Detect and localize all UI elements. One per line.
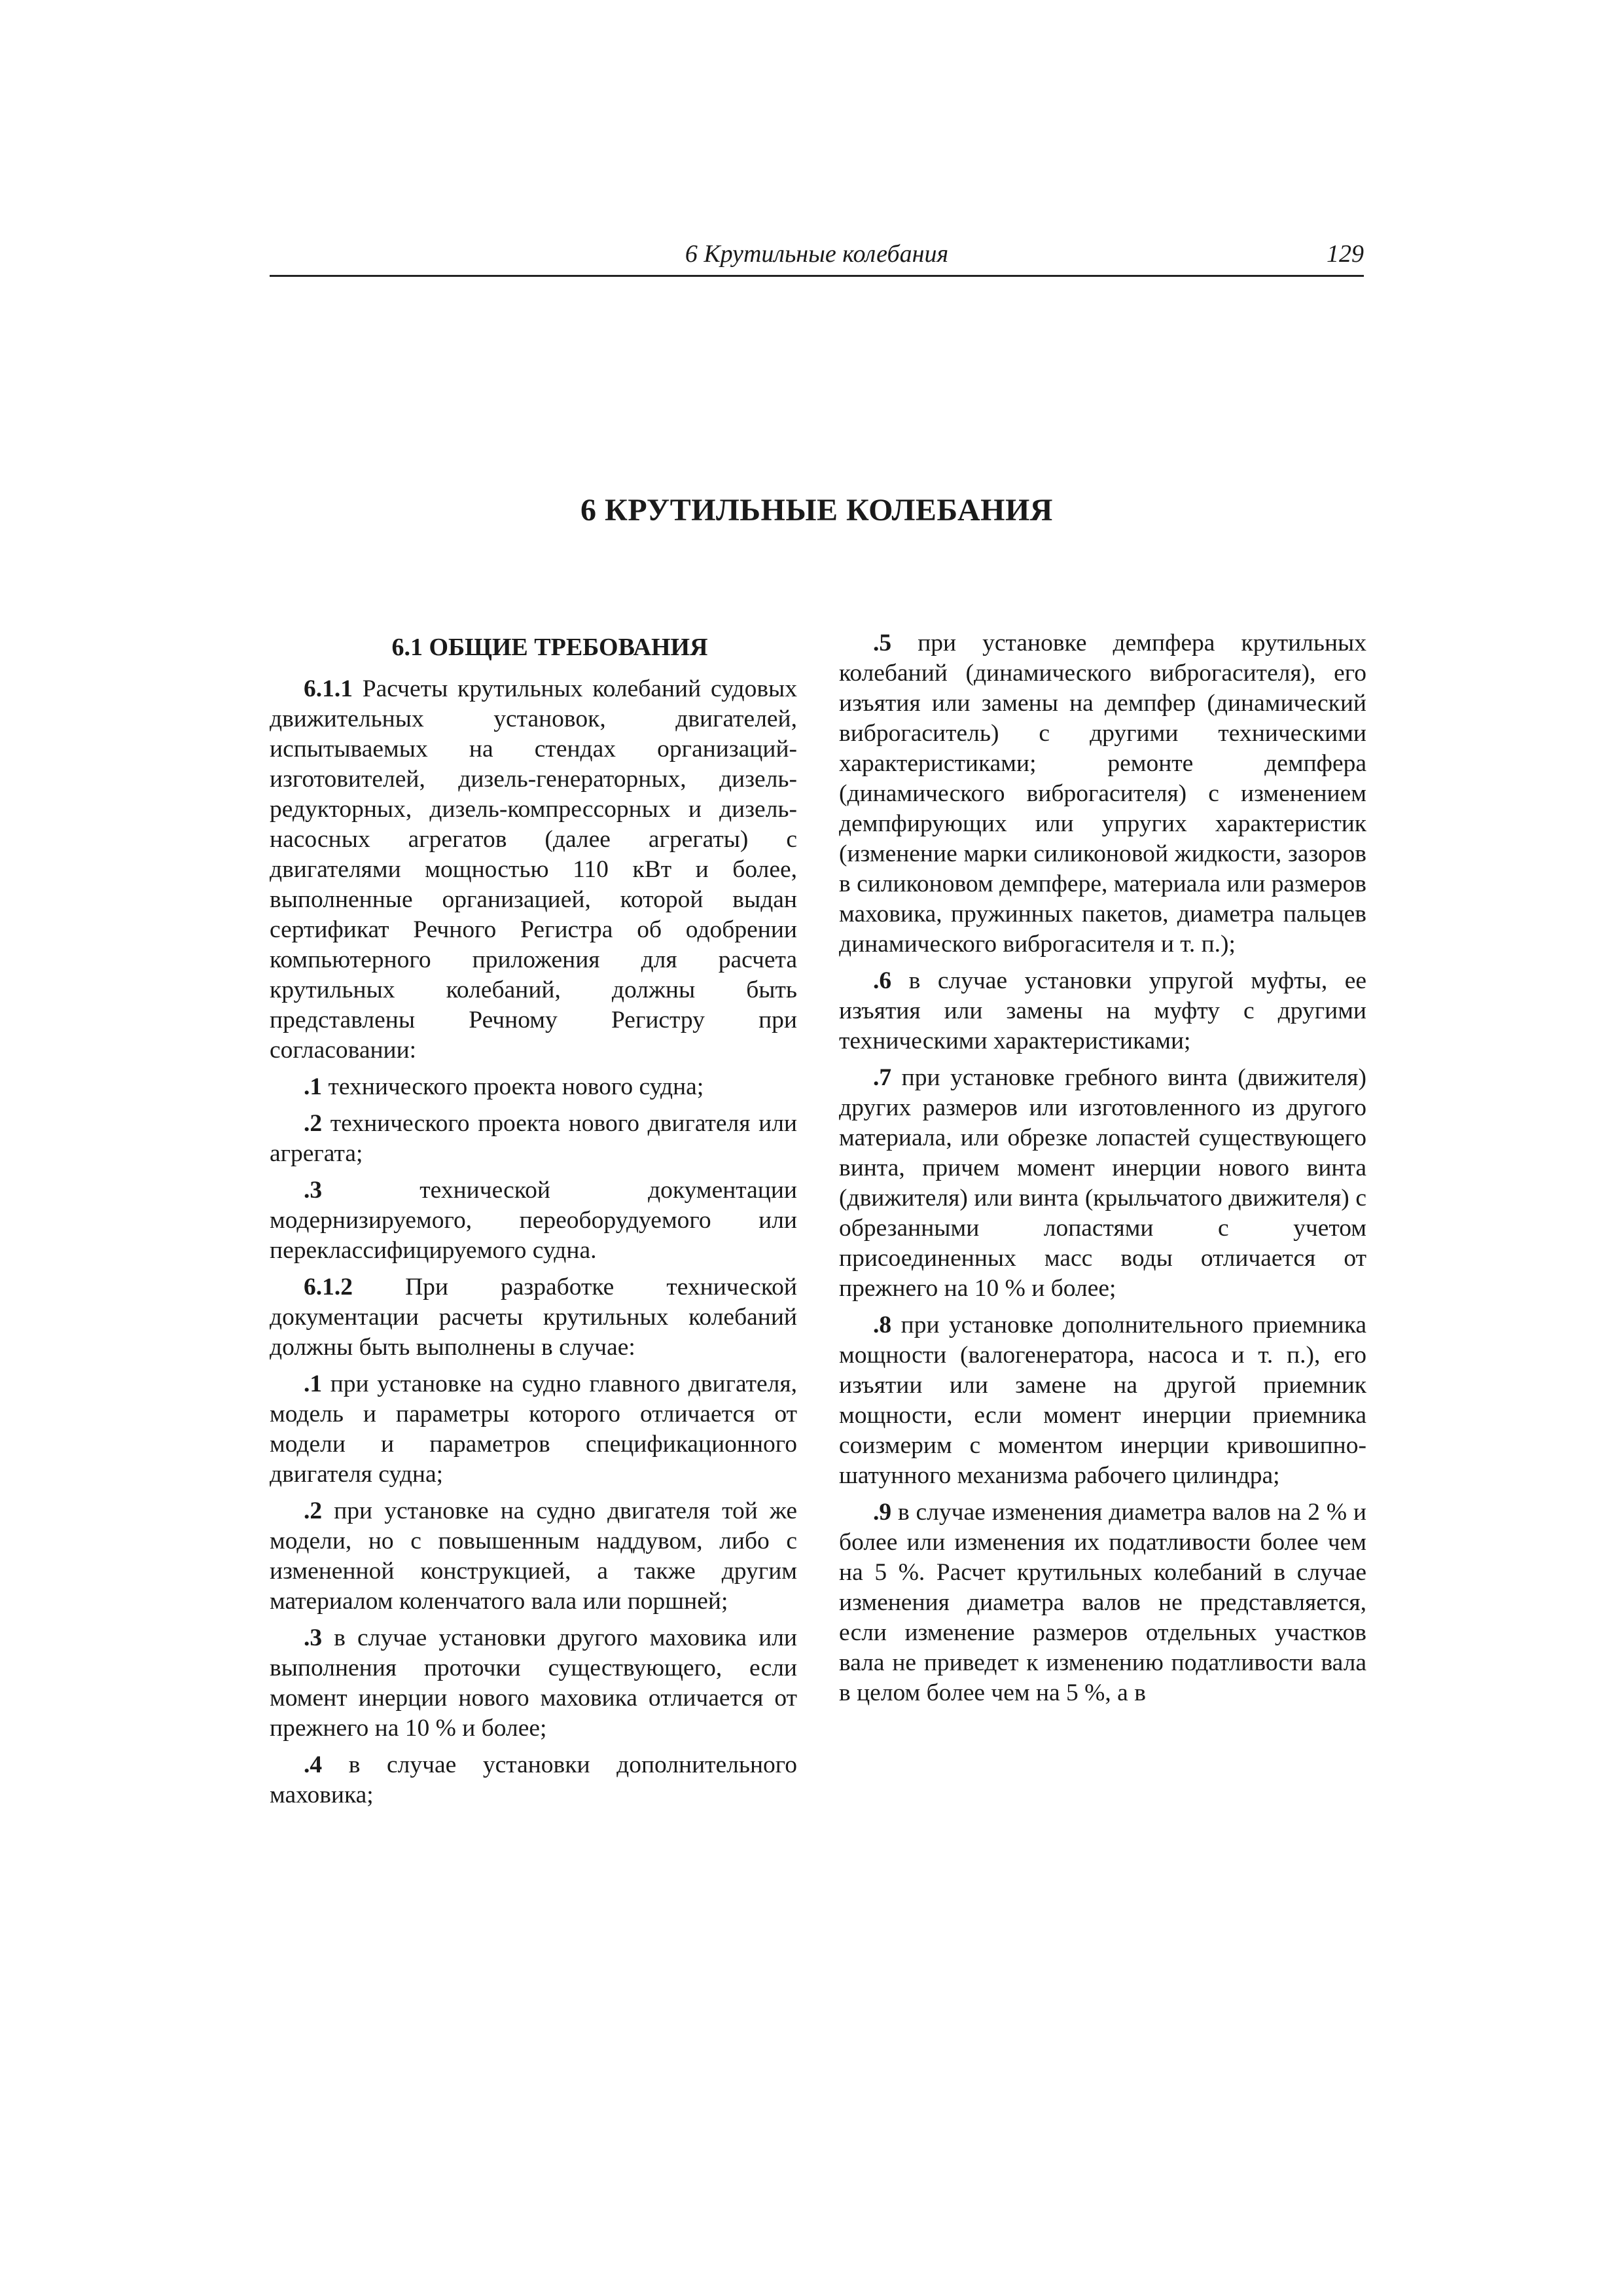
paragraph-text: при установке дополнительного приемника мощности (валогенератора, насоса и т. п.), его изъятии или замене на другой приемник мощности, если момент инерции приемника соизмерим с моментом инерции кривошипно-шатунного механизма рабочего цилиндра; [839,1312,1366,1489]
clause-number: .4 [304,1751,323,1778]
clause-number: .5 [873,630,892,656]
clause-number: .6 [873,967,892,994]
paragraph-text: технического проекта нового двигателя или агрегата; [270,1110,797,1167]
paragraph [270,674,797,1066]
right-column [839,628,1366,1715]
paragraph [839,1498,1366,1708]
paragraph [839,966,1366,1056]
paragraph [270,1623,797,1744]
clause-number: .3 [304,1177,323,1204]
chapter-title: 6 КРУТИЛЬНЫЕ КОЛЕБАНИЯ [580,493,1053,528]
left-column [270,628,797,1817]
paragraph-text: в случае установки другого маховика или выполнения проточки существующего, если момент инерции нового маховика отличается от прежнего на 10 % и более; [270,1624,797,1742]
clause-number: .9 [873,1499,892,1526]
paragraph-text: в случае установки упругой муфты, ее изъятия или замены на муфту с другими техническими характеристиками; [839,967,1366,1054]
clause-number: 6.1.2 [304,1274,353,1300]
paragraph-text: При разработке технической документации расчеты крутильных колебаний должны быть выполнены в случае: [270,1274,797,1361]
clause-number: .1 [304,1073,323,1100]
paragraph [839,628,1366,960]
clause-number: .3 [304,1624,323,1651]
paragraph [270,1369,797,1490]
clause-number: .8 [873,1312,892,1338]
clause-number: 6.1.1 [304,675,353,702]
paragraph [270,1750,797,1810]
paragraph-text: при установке демпфера крутильных колебаний (динамического виброгасителя), его изъятия или замены на демпфер (динамический виброгаситель) с другими техническими характеристиками; ремонте демпфера (динамического виброгасителя) с изменением демпфирующих или упругих характеристик (изменение марки силиконовой жидкости, зазоров в силиконовом демпфере, материала или размеров маховика, пружинных пакетов, диаметра пальцев динамического виброгасителя и т. п.); [839,630,1366,958]
clause-number: .1 [304,1371,323,1397]
clause-number: .2 [304,1110,323,1137]
paragraph-text: при установке гребного винта (движителя) других размеров или изготовленного из другого материала, или обрезке лопастей существующего винта, причем момент инерции нового винта (движителя) или винта (крыльчатого движителя) с обрезанными лопастями с учетом присоединенных масс воды отличается от прежнего на 10 % и более; [839,1064,1366,1302]
paragraph [270,1072,797,1102]
paragraph-text: при установке на судно двигателя той же модели, но с повышенным наддувом, либо с измененной конструкцией, а также другим материалом коленчатого вала или поршней; [270,1498,797,1615]
clause-number: .7 [873,1064,892,1091]
paragraph [839,1063,1366,1304]
page-number: 129 [1327,240,1364,268]
running-header [270,237,1364,277]
paragraph-text: при установке на судно главного двигателя, модель и параметры которого отличается от модели и параметров спецификационного двигателя судна; [270,1371,797,1488]
paragraph [270,1109,797,1169]
paragraph-text: в случае установки дополнительного маховика; [270,1751,797,1808]
paragraph [270,1175,797,1266]
paragraph [270,1496,797,1617]
paragraph-text: Расчеты крутильных колебаний судовых движительных установок, двигателей, испытываемых на стендах организаций-изготовителей, дизель-генераторных, дизель-редукторных, дизель-компрессорных и дизель-насосных агрегатов (далее агрегаты) с двигателями мощностью 110 кВт и более, выполненные организацией, которой выдан сертификат Речного Регистра об одобрении компьютерного приложения для расчета крутильных колебаний, должны быть представлены Речному Регистру при согласовании: [270,675,797,1064]
paragraph-text: технической документации модернизируемого, переоборудуемого или переклассифицируемого судна. [270,1177,797,1264]
paragraph [270,1272,797,1363]
running-title: 6 Крутильные колебания [685,240,949,268]
clause-number: .2 [304,1498,323,1524]
paragraph-text: технического проекта нового судна; [322,1073,704,1100]
paragraph [839,1310,1366,1491]
section-heading: 6.1 ОБЩИЕ ТРЕБОВАНИЯ [391,634,708,661]
paragraph-text: в случае изменения диаметра валов на 2 % и более или изменения их податливости более чем на 5 %. Расчет крутильных колебаний в случае изменения диаметра валов не представляется, если изменение размеров отдельных участков вала не приведет к изменению податливости вала в целом более чем на 5 %, а в [839,1499,1366,1706]
